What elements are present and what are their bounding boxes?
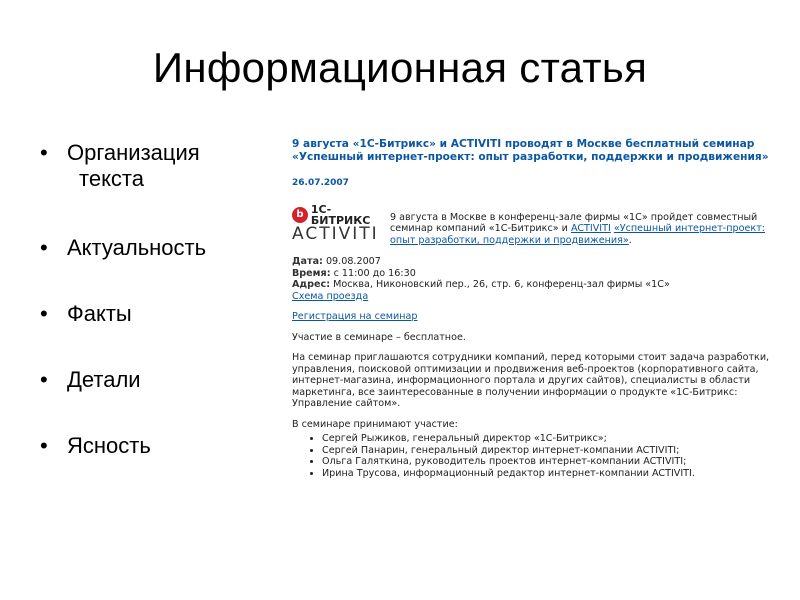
activiti-logo: ACTIVITI — [292, 223, 379, 244]
bitrix-logo-text: 1С-БИТРИКС — [310, 202, 371, 228]
map-link[interactable]: Схема проезда — [292, 290, 369, 302]
event-details — [292, 256, 770, 302]
registration-link[interactable]: Регистрация на семинар — [292, 311, 418, 323]
address-label: Адрес: — [292, 279, 331, 291]
bitrix-b-icon: b — [292, 207, 308, 223]
free-participation-text: Участие в семинаре – бесплатное. — [292, 331, 466, 343]
list-item: • Сергей Рыжиков, генеральный директор «1С-Битрикс»; — [322, 433, 770, 445]
date-label: Дата: — [292, 256, 323, 268]
logo-row — [292, 204, 770, 247]
bullet-text: Детали — [67, 367, 141, 392]
intro-end: . — [628, 234, 632, 246]
logos — [292, 204, 390, 247]
intro-paragraph — [390, 204, 770, 247]
time-value: с 11:00 до 16:30 — [333, 267, 416, 279]
participants-list — [292, 433, 770, 479]
invitation-paragraph: На семинар приглашаются сотрудники компаний, перед которыми стоит задача разработки, управления, поисковой оптимизации и продвижения веб-проектов (корпоративного сайта, интернет-магазина, информационного портала и других сайтов), специалисты в области маркетинга, все заинтересованные в получении информации о продукте «1С-Битрикс: Управление сайтом». — [292, 352, 770, 410]
list-item: • Ирина Трусова, информационный редактор интернет-компании ACTIVITI. — [322, 468, 770, 480]
address-value: Москва, Никоновский пер., 26, стр. 6, конференц-зал фирмы «1С» — [333, 279, 670, 291]
bullet-text-continued: текста — [79, 166, 145, 191]
seminar-title-link[interactable]: «Успешный интернет-проект: опыт разработки, поддержки и продвижения» — [390, 223, 766, 246]
article-headline[interactable]: 9 августа «1С-Битрикс» и ACTIVITI проводят в Москве бесплатный семинар «Успешный интернет-проект: опыт разработки, поддержки и продвижения» — [292, 138, 769, 163]
list-item: • Сергей Панарин, генеральный директор интернет-компании ACTIVITI; — [322, 445, 770, 457]
bullet-text: Организация — [67, 140, 200, 165]
slide-title: Информационная статья — [152, 44, 648, 91]
bullet-item — [40, 367, 265, 393]
bullet-item — [40, 301, 265, 327]
activiti-link[interactable]: ACTIVITI — [570, 223, 611, 235]
bullet-text: Ясность — [67, 433, 151, 458]
list-item: • Ольга Галяткина, руководитель проектов интернет-компании ACTIVITI; — [322, 456, 770, 468]
date-value: 09.08.2007 — [325, 256, 381, 268]
participants-heading: В семинаре принимают участие: — [292, 418, 458, 430]
bullet-list — [40, 140, 265, 459]
bullet-item — [40, 433, 265, 459]
article-screenshot — [292, 138, 770, 479]
intro-text: 9 августа в Москве в конференц-зале фирмы «1С» пройдет совместный семинар компаний «1С-Битрикс» и — [390, 211, 758, 235]
time-label: Время: — [292, 267, 331, 279]
bullet-item — [40, 140, 265, 192]
article-date: 26.07.2007 — [292, 178, 349, 189]
bullet-text: Актуальность — [67, 235, 207, 260]
bullet-item — [40, 235, 265, 261]
bullet-text: Факты — [67, 301, 132, 326]
